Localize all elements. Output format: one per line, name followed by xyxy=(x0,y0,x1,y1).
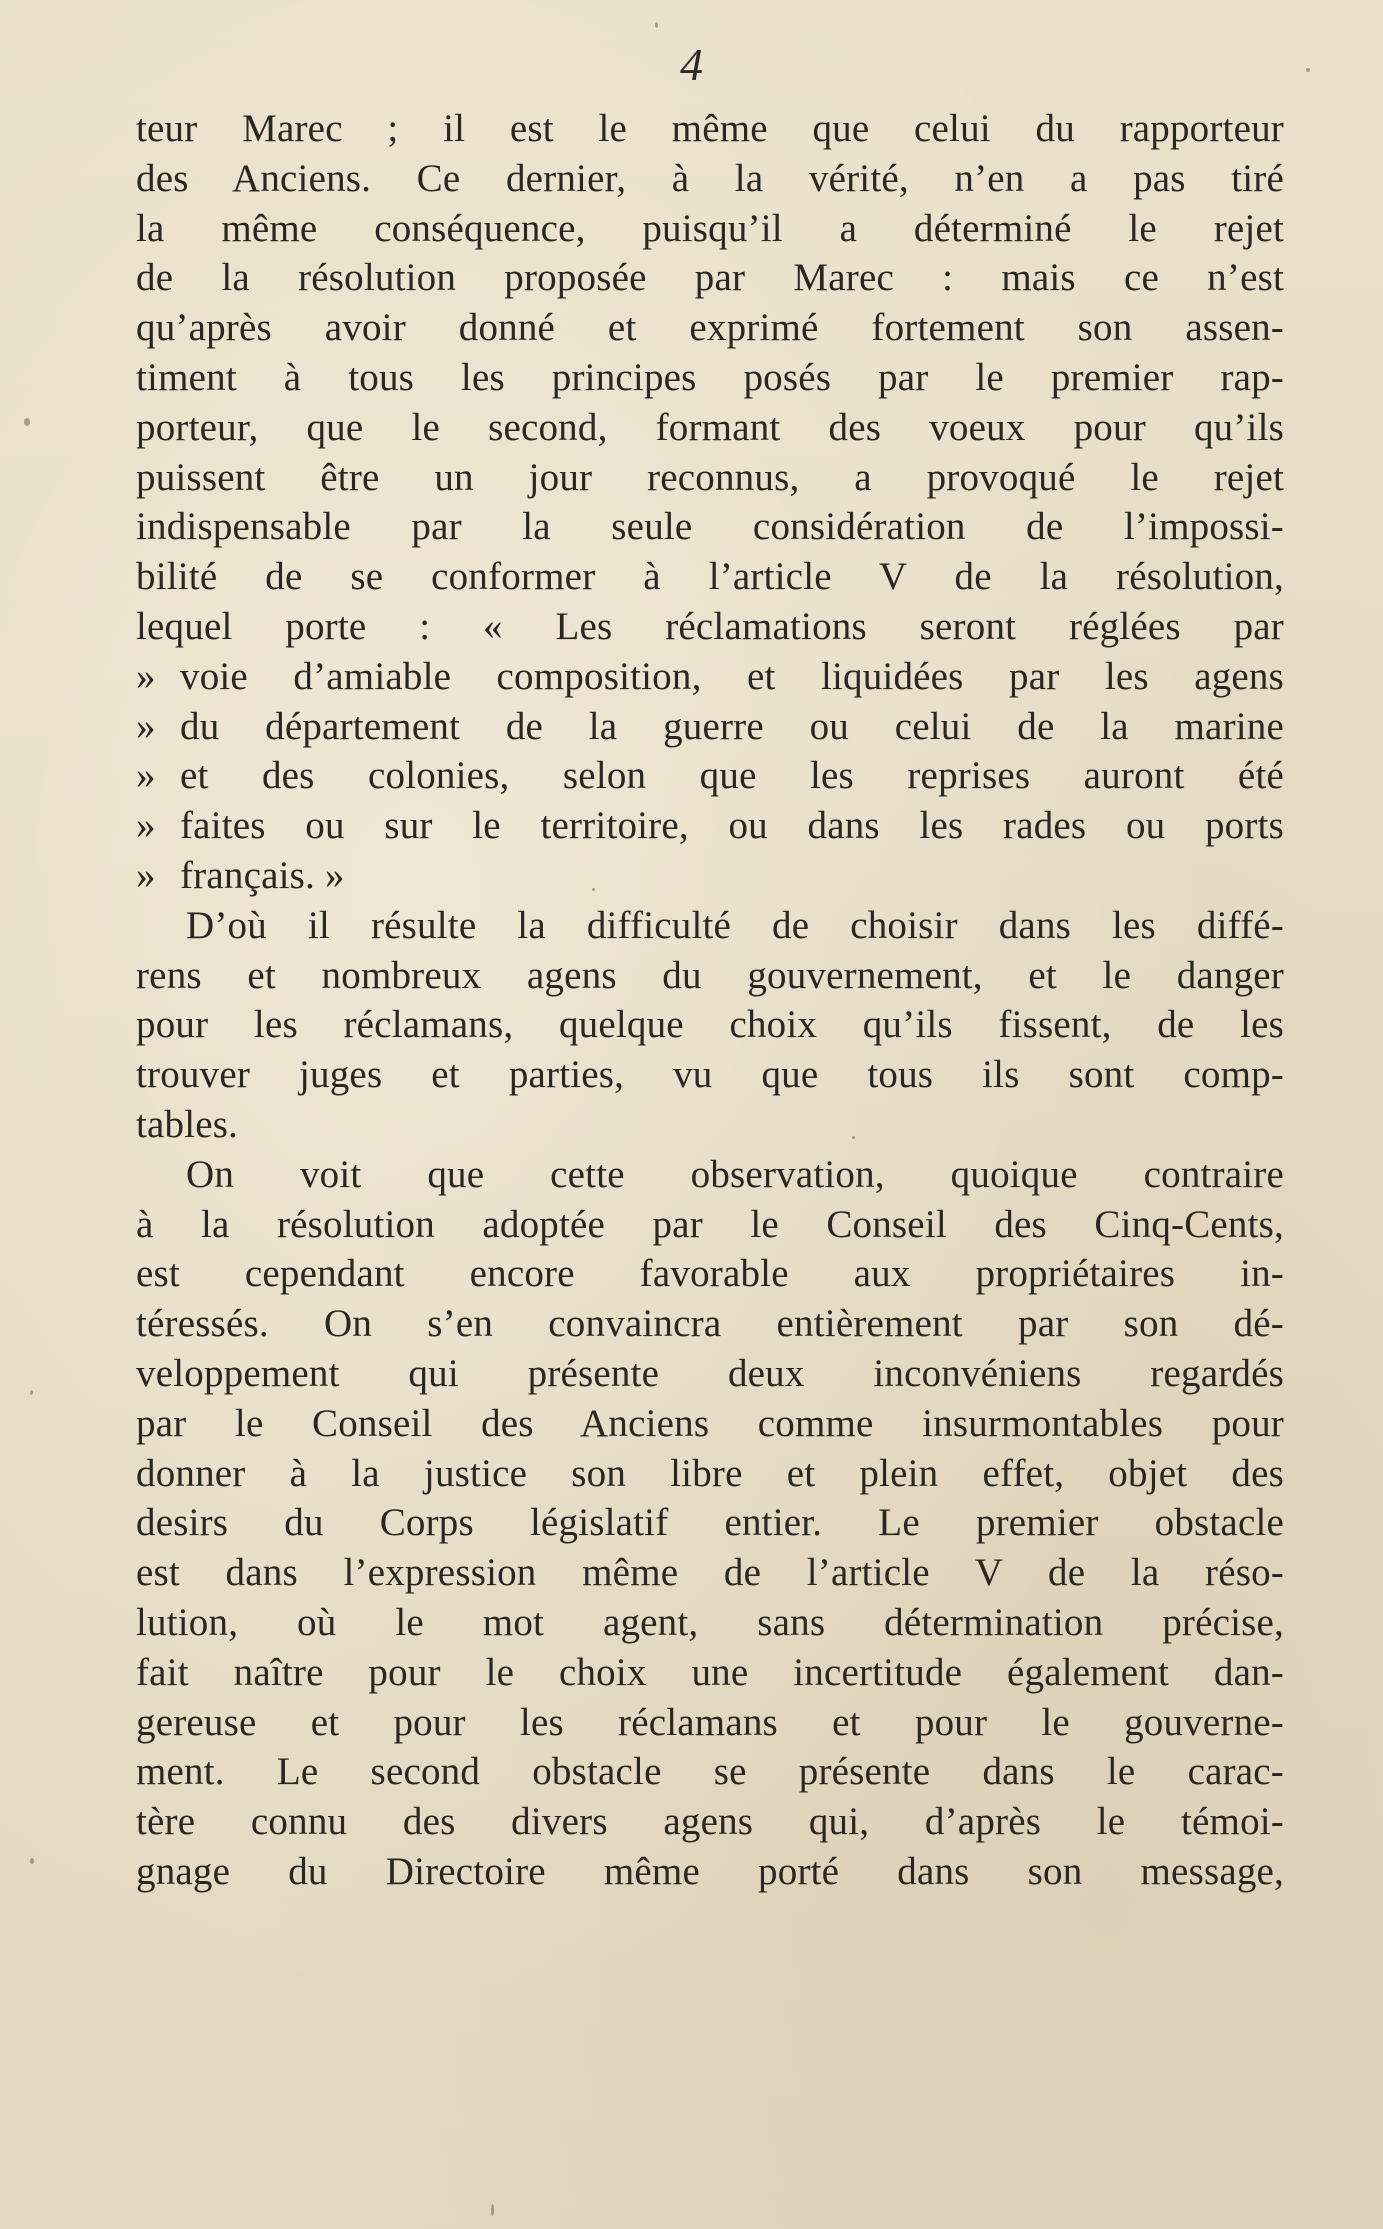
quote-mark: » xyxy=(136,804,156,848)
page-number: 4 xyxy=(680,39,703,90)
paper-speck xyxy=(30,1390,33,1395)
text-line: rens et nombreux agens du gouvernement, et le danger xyxy=(136,953,1284,997)
paragraph-start: D’où il résulte la difficulté de choisir dans les diffé- xyxy=(186,903,1284,947)
text-line: trouver juges et parties, vu que tous ils sont comp- xyxy=(136,1053,1284,1097)
quote-mark: » xyxy=(136,853,156,897)
text-line: de la résolution proposée par Marec : mais ce n’est xyxy=(136,256,1284,300)
text-line: veloppement qui présente deux inconvéniens regardés xyxy=(136,1351,1284,1395)
quote-line-text: faites ou sur le territoire, ou dans les rades ou ports xyxy=(180,804,1284,848)
text-line: par le Conseil des Anciens comme insurmontables pour xyxy=(136,1401,1284,1445)
text-line: des Anciens. Ce dernier, à la vérité, n’en a pas tiré xyxy=(136,156,1284,200)
paper-speck xyxy=(592,888,595,891)
paper-speck xyxy=(852,1136,855,1139)
text-line: pour les réclamans, quelque choix qu’ils fissent, de les xyxy=(136,1003,1284,1047)
text-line: puissent être un jour reconnus, a provoqué le rejet xyxy=(136,455,1284,499)
text-line: bilité de se conformer à l’article V de la résolution, xyxy=(136,555,1284,599)
text-line: est cependant encore favorable aux propriétaires in- xyxy=(136,1252,1284,1296)
text-line: est dans l’expression même de l’article V de la réso- xyxy=(136,1551,1284,1595)
quote-line xyxy=(136,751,1284,801)
text-line: desirs du Corps législatif entier. Le premier obstacle xyxy=(136,1501,1284,1545)
paper-speck xyxy=(491,2204,494,2216)
text-line: lequel porte : « Les réclamations seront réglées par xyxy=(136,604,1284,648)
text-line: tère connu des divers agens qui, d’après le témoi- xyxy=(136,1800,1284,1844)
text-line: porteur, que le second, formant des voeux pour qu’ils xyxy=(136,405,1284,449)
text-line: donner à la justice son libre et plein effet, objet des xyxy=(136,1451,1284,1495)
text-line: timent à tous les principes posés par le premier rap- xyxy=(136,355,1284,399)
quote-line xyxy=(136,851,1284,901)
quote-mark: » xyxy=(136,754,156,798)
text-line: qu’après avoir donné et exprimé fortement son assen- xyxy=(136,306,1284,350)
quote-line-text: français. » xyxy=(180,853,345,897)
text-line: lution, où le mot agent, sans détermination précise, xyxy=(136,1600,1284,1644)
quote-line-text: et des colonies, selon que les reprises auront été xyxy=(180,754,1284,798)
paper-speck xyxy=(24,418,30,426)
paper-speck xyxy=(30,1858,34,1864)
quote-line-text: du département de la guerre ou celui de la marine xyxy=(180,704,1284,748)
text-line: la même conséquence, puisqu’il a déterminé le rejet xyxy=(136,206,1284,250)
text-line: indispensable par la seule considération de l’impossi- xyxy=(136,505,1284,549)
text-line: teur Marec ; il est le même que celui du rapporteur xyxy=(136,107,1284,150)
quote-line xyxy=(136,702,1284,752)
paragraph-start: On voit que cette observation, quoique contraire xyxy=(186,1152,1284,1196)
text-line: tables. xyxy=(136,1102,239,1146)
quote-line xyxy=(136,801,1284,851)
text-line: gnage du Directoire même porté dans son message, xyxy=(136,1849,1284,1893)
quote-mark: » xyxy=(136,654,156,698)
text-line: téressés. On s’en convaincra entièrement par son dé- xyxy=(136,1302,1284,1346)
text-line: fait naître pour le choix une incertitude également dan- xyxy=(136,1650,1284,1694)
text-line: gereuse et pour les réclamans et pour le gouverne- xyxy=(136,1700,1284,1744)
quote-mark: » xyxy=(136,704,156,748)
text-line: à la résolution adoptée par le Conseil des Cinq-Cents, xyxy=(136,1202,1284,1246)
paper-speck xyxy=(1306,68,1310,72)
quote-line xyxy=(136,652,1284,702)
quote-line-text: voie d’amiable composition, et liquidées par les agens xyxy=(180,654,1284,698)
body-text xyxy=(136,104,1284,1897)
text-line: ment. Le second obstacle se présente dans le carac- xyxy=(136,1750,1284,1794)
paper-speck xyxy=(655,22,658,28)
